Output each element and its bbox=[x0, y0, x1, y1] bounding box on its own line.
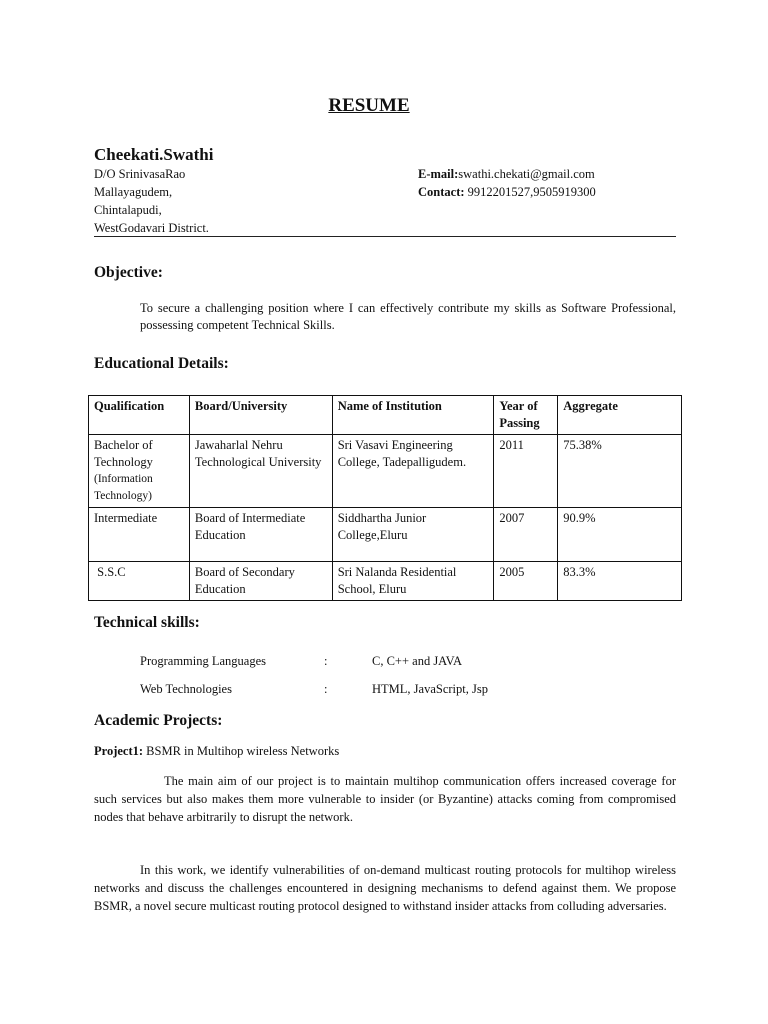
aggregate-cell: 75.38% bbox=[558, 435, 682, 508]
objective-text: To secure a challenging position where I can effectively contribute my skills as Software Professional, possessing competent Technical Skills. bbox=[140, 301, 676, 332]
contact-block bbox=[418, 165, 596, 201]
qualification-cell: S.S.C bbox=[89, 562, 190, 601]
table-header-row bbox=[89, 396, 682, 435]
board-cell: Board of Secondary Education bbox=[189, 562, 332, 601]
project-name: BSMR in Multihop wireless Networks bbox=[143, 744, 340, 758]
email-line bbox=[418, 165, 596, 183]
qualification-text: Bachelor of Technology bbox=[94, 438, 153, 469]
skills-heading: Technical skills: bbox=[94, 614, 200, 631]
email-label: E-mail: bbox=[418, 167, 459, 181]
project-description: In this work, we identify vulnerabilities of on-demand multicast routing protocols for multihop wireless networks and discuss the challenges encountered in designing mechanisms to defend against them. We propose BSMR, a novel secure multicast routing protocol designed to withstand insider attacks from colluding adversaries. bbox=[94, 863, 676, 913]
address-line: Chintalapudi, bbox=[94, 203, 162, 217]
phone-label: Contact: bbox=[418, 185, 465, 199]
address-line: Mallayagudem, bbox=[94, 185, 173, 199]
qualification-cell bbox=[89, 435, 190, 508]
project-label: Project1: bbox=[94, 744, 144, 758]
skill-separator: : bbox=[324, 682, 328, 696]
phone-line bbox=[418, 183, 596, 201]
address-line: WestGodavari District. bbox=[94, 221, 209, 235]
table-row bbox=[89, 562, 682, 601]
phone-value: 9912201527,9505919300 bbox=[464, 185, 596, 199]
column-header: Aggregate bbox=[558, 396, 682, 435]
skill-value: HTML, JavaScript, Jsp bbox=[372, 682, 488, 696]
project-description: The main aim of our project is to maintain multihop communication offers increased coverage for such services but also makes them more vulnerable to insider (or Byzantine) attacks coming from compromised nodes that behave arbitrarily to disrupt the network. bbox=[94, 774, 676, 824]
skill-label: Programming Languages bbox=[140, 654, 267, 668]
institution-cell: Siddhartha Junior College,Eluru bbox=[332, 508, 494, 562]
board-cell: Board of Intermediate Education bbox=[189, 508, 332, 562]
projects-heading: Academic Projects: bbox=[94, 712, 223, 729]
aggregate-cell: 83.3% bbox=[558, 562, 682, 601]
institution-cell: Sri Vasavi Engineering College, Tadepalligudem. bbox=[332, 435, 494, 508]
candidate-name: Cheekati.Swathi bbox=[94, 145, 214, 164]
qualification-cell: Intermediate bbox=[89, 508, 190, 562]
resume-title: RESUME bbox=[328, 95, 410, 116]
skill-value: C, C++ and JAVA bbox=[372, 654, 463, 668]
institution-cell: Sri Nalanda Residential School, Eluru bbox=[332, 562, 494, 601]
board-cell: Jawaharlal Nehru Technological University bbox=[189, 435, 332, 508]
table-row bbox=[89, 508, 682, 562]
year-cell: 2011 bbox=[494, 435, 558, 508]
column-header: Qualification bbox=[89, 396, 190, 435]
address-line: D/O SrinivasaRao bbox=[94, 167, 186, 181]
education-table bbox=[88, 395, 682, 601]
objective-heading: Objective: bbox=[94, 264, 163, 281]
address-block bbox=[94, 165, 209, 237]
column-header: Year of Passing bbox=[494, 396, 558, 435]
year-cell: 2007 bbox=[494, 508, 558, 562]
aggregate-cell: 90.9% bbox=[558, 508, 682, 562]
header-divider bbox=[94, 236, 676, 237]
skill-separator: : bbox=[324, 654, 328, 668]
skill-label: Web Technologies bbox=[140, 682, 232, 696]
education-heading: Educational Details: bbox=[94, 355, 229, 372]
column-header: Board/University bbox=[189, 396, 332, 435]
table-row bbox=[89, 435, 682, 508]
project-title bbox=[94, 744, 339, 759]
year-cell: 2005 bbox=[494, 562, 558, 601]
qualification-subtext: (Information Technology) bbox=[94, 473, 153, 502]
email-value: swathi.chekati@gmail.com bbox=[458, 167, 595, 181]
column-header: Name of Institution bbox=[332, 396, 494, 435]
